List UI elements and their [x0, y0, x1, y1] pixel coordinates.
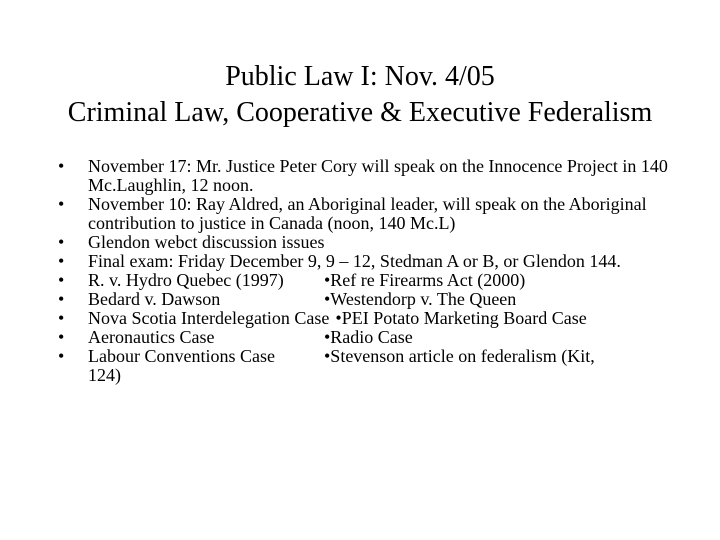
slide-subtitle: Criminal Law, Cooperative & Executive Federalism — [67, 97, 653, 128]
case-pair — [88, 328, 698, 347]
bullet-icon: • — [58, 270, 65, 290]
case-left: Labour Conventions Case — [88, 346, 275, 366]
list-item — [58, 195, 698, 233]
bullet-icon: • — [58, 289, 65, 309]
list-item — [58, 328, 698, 347]
bullet-icon: • — [58, 327, 65, 347]
case-pair — [88, 290, 698, 309]
case-right: •Westendorp v. The Queen — [324, 289, 517, 309]
bullet-text: November 10: Ray Aldred, an Aboriginal leader, will speak on the Aboriginal contribution to justice in Canada (noon, 140 Mc.L) — [88, 194, 647, 233]
list-item — [58, 233, 698, 252]
bullet-list — [58, 157, 698, 385]
list-item — [58, 290, 698, 309]
list-item — [58, 271, 698, 290]
case-right: •Radio Case — [324, 327, 413, 347]
bullet-icon: • — [58, 156, 65, 176]
case-pair — [88, 309, 698, 328]
list-item — [58, 157, 698, 195]
case-left: Bedard v. Dawson — [88, 289, 221, 309]
bullet-icon: • — [58, 346, 65, 366]
case-right: •Ref re Firearms Act (2000) — [324, 270, 526, 290]
case-continuation: 124) — [88, 365, 121, 385]
bullet-text: November 17: Mr. Justice Peter Cory will speak on the Innocence Project in 140 Mc.Laughlin, 12 noon. — [88, 156, 668, 195]
case-left: R. v. Hydro Quebec (1997) — [88, 270, 284, 290]
bullet-text: Final exam: Friday December 9, 9 – 12, Stedman A or B, or Glendon 144. — [88, 251, 621, 271]
case-left: Nova Scotia Interdelegation Case — [88, 308, 330, 328]
bullet-icon: • — [58, 308, 65, 328]
case-right: •PEI Potato Marketing Board Case — [335, 308, 587, 328]
list-item — [58, 347, 698, 385]
case-left: Aeronautics Case — [88, 327, 215, 347]
case-right: •Stevenson article on federalism (Kit, — [324, 346, 595, 366]
case-pair — [88, 271, 698, 290]
bullet-icon: • — [58, 232, 65, 252]
case-pair — [88, 347, 698, 366]
bullet-text: Glendon webct discussion issues — [88, 232, 325, 252]
bullet-icon: • — [58, 194, 65, 214]
slide-title: Public Law I: Nov. 4/05 — [225, 61, 495, 92]
list-item — [58, 309, 698, 328]
list-item — [58, 252, 698, 271]
bullet-icon: • — [58, 251, 65, 271]
